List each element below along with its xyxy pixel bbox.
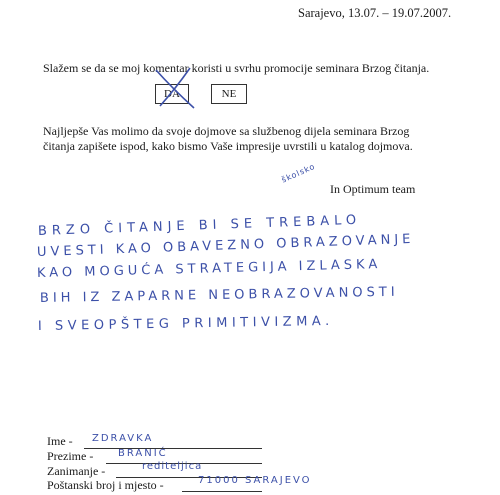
place-date: Sarajevo, 13.07. – 19.07.2007. bbox=[298, 6, 452, 20]
prezime-label: Prezime - bbox=[47, 449, 94, 463]
handwritten-insert-note: školsko bbox=[280, 161, 317, 185]
team-signature: In Optimum team bbox=[330, 182, 416, 196]
prezime-value: BRANIĆ bbox=[118, 448, 168, 459]
request-text-line-2: čitanja zapišete ispod, kako bismo Vaše impresije uvrstili u katalog dojmova. bbox=[43, 139, 413, 153]
consent-no-checkbox[interactable] bbox=[211, 84, 247, 104]
form-row-ime bbox=[47, 434, 73, 448]
consent-no-label: NE bbox=[221, 88, 237, 100]
comment-line: BIH IZ ZAPARNE NEOBRAZOVANOSTI bbox=[39, 284, 399, 306]
form-row-postanski bbox=[47, 478, 164, 492]
postanski-label: Poštanski broj i mjesto - bbox=[47, 478, 164, 492]
ime-label: Ime - bbox=[47, 434, 73, 448]
postanski-field[interactable] bbox=[182, 491, 262, 492]
comment-line: UVESTI KAO OBAVEZNO OBRAZOVANJE bbox=[36, 231, 415, 260]
zanimanje-label: Zanimanje - bbox=[47, 464, 106, 478]
consent-statement: Slažem se da se moj komentar koristi u svrhu promocije seminara Brzog čitanja. bbox=[43, 61, 430, 75]
form-row-prezime bbox=[47, 449, 93, 463]
consent-yes-label: DA bbox=[164, 88, 180, 100]
ime-value: ZDRAVKA bbox=[92, 433, 154, 444]
postanski-value: 71000 SARAJEVO bbox=[198, 475, 312, 486]
request-text-line-1: Najljepše Vas molimo da svoje dojmove sa službenog dijela seminara Brzog bbox=[43, 124, 410, 138]
form-row-zanimanje bbox=[47, 464, 105, 478]
comment-line: KAO MOGUĆA STRATEGIJA IZLASKA bbox=[36, 256, 382, 281]
comment-line: BRZO ČITANJE BI SE TREBALO bbox=[37, 212, 362, 239]
ime-field[interactable] bbox=[84, 448, 262, 449]
zanimanje-value: rediteljica bbox=[142, 461, 203, 472]
comment-line: I SVEOPŠTEG PRIMITIVIZMA. bbox=[37, 313, 334, 334]
consent-cross-mark-icon bbox=[150, 62, 200, 112]
